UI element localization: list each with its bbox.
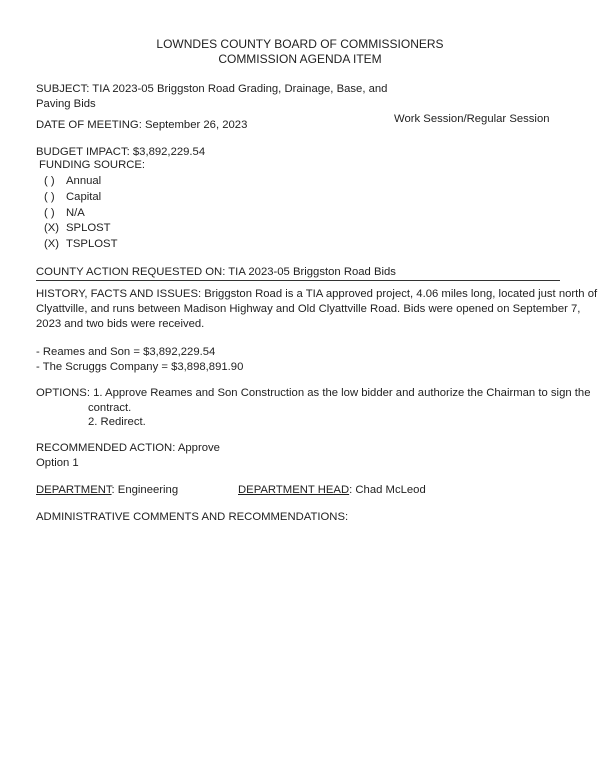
- option-1-line-1: OPTIONS: 1. Approve Reames and Son Construction as the low bidder and authorize the Chairman to sign the: [36, 387, 591, 399]
- funding-label: TSPLOST: [66, 238, 118, 250]
- administrative-comments: ADMINISTRATIVE COMMENTS AND RECOMMENDATIONS:: [36, 511, 349, 523]
- bid-item-reames: - Reames and Son = $3,892,229.54: [36, 346, 216, 358]
- funding-option-annual: [44, 174, 101, 188]
- funding-label: Annual: [66, 175, 102, 187]
- meeting-date: DATE OF MEETING: September 26, 2023: [36, 119, 248, 131]
- section-divider: [36, 280, 560, 281]
- budget-impact: BUDGET IMPACT: $3,892,229.54: [36, 146, 206, 158]
- option-2: 2. Redirect.: [88, 416, 146, 428]
- subject-line-1: SUBJECT: TIA 2023-05 Briggston Road Grading, Drainage, Base, and: [36, 83, 388, 95]
- department-value: : Engineering: [111, 484, 179, 496]
- funding-mark: (X): [44, 238, 60, 250]
- funding-source-label: FUNDING SOURCE:: [39, 159, 146, 171]
- history-line-3: 2023 and two bids were received.: [36, 318, 205, 330]
- county-action-requested: COUNTY ACTION REQUESTED ON: TIA 2023-05 Briggston Road Bids: [36, 266, 396, 278]
- agenda-item-title: COMMISSION AGENDA ITEM: [218, 52, 382, 66]
- funding-mark: ( ): [44, 175, 55, 187]
- session-type: Work Session/Regular Session: [394, 113, 550, 125]
- funding-label: SPLOST: [66, 222, 111, 234]
- recommended-option: Option 1: [36, 457, 79, 469]
- department-head-value: : Chad McLeod: [349, 484, 426, 496]
- funding-label: N/A: [66, 207, 85, 219]
- department-head-label: DEPARTMENT HEAD: [238, 484, 350, 496]
- subject-line-2: Paving Bids: [36, 98, 96, 110]
- department-head: [238, 483, 426, 497]
- recommended-action: RECOMMENDED ACTION: Approve: [36, 442, 220, 454]
- option-1-line-2: contract.: [88, 402, 132, 414]
- funding-option-capital: [44, 190, 101, 204]
- department: [36, 483, 178, 497]
- history-line-2: Clyattville, and runs between Madison Highway and Old Clyattville Road. Bids were opened on September 7,: [36, 303, 581, 315]
- funding-mark: ( ): [44, 207, 55, 219]
- funding-mark: (X): [44, 222, 60, 234]
- funding-mark: ( ): [44, 191, 55, 203]
- funding-option-tsplost: [44, 237, 117, 251]
- history-line-1: HISTORY, FACTS AND ISSUES: Briggston Road is a TIA approved project, 4.06 miles long, located just north of: [36, 288, 598, 300]
- funding-option-na: [44, 206, 85, 220]
- bid-item-scruggs: - The Scruggs Company = $3,898,891.90: [36, 361, 244, 373]
- funding-label: Capital: [66, 191, 102, 203]
- department-label: DEPARTMENT: [36, 484, 112, 496]
- board-title: LOWNDES COUNTY BOARD OF COMMISSIONERS: [156, 37, 444, 51]
- funding-option-splost: [44, 221, 111, 235]
